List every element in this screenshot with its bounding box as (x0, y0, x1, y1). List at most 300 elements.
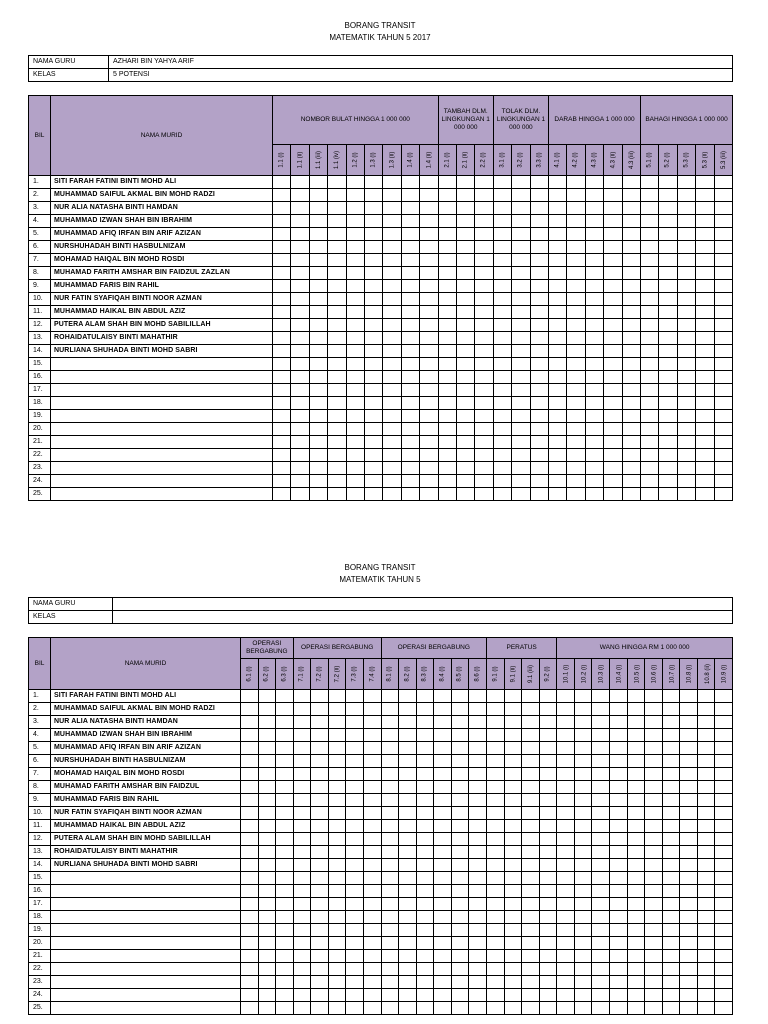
mark-cell[interactable] (512, 488, 530, 501)
mark-cell[interactable] (346, 332, 364, 345)
mark-cell[interactable] (309, 462, 327, 475)
mark-cell[interactable] (522, 989, 540, 1002)
mark-cell[interactable] (258, 807, 276, 820)
mark-cell[interactable] (416, 768, 434, 781)
mark-cell[interactable] (451, 885, 469, 898)
mark-cell[interactable] (381, 1002, 399, 1015)
mark-cell[interactable] (416, 976, 434, 989)
mark-cell[interactable] (328, 781, 346, 794)
mark-cell[interactable] (328, 397, 346, 410)
mark-cell[interactable] (567, 449, 585, 462)
mark-cell[interactable] (493, 462, 511, 475)
mark-cell[interactable] (696, 202, 714, 215)
mark-cell[interactable] (641, 384, 659, 397)
mark-cell[interactable] (276, 976, 294, 989)
mark-cell[interactable] (493, 319, 511, 332)
mark-cell[interactable] (309, 449, 327, 462)
mark-cell[interactable] (522, 807, 540, 820)
mark-cell[interactable] (585, 410, 603, 423)
mark-cell[interactable] (574, 885, 592, 898)
mark-cell[interactable] (680, 872, 698, 885)
mark-cell[interactable] (585, 423, 603, 436)
mark-cell[interactable] (328, 729, 346, 742)
mark-cell[interactable] (381, 807, 399, 820)
mark-cell[interactable] (697, 742, 715, 755)
mark-cell[interactable] (469, 846, 487, 859)
mark-cell[interactable] (309, 267, 327, 280)
mark-cell[interactable] (363, 989, 381, 1002)
mark-cell[interactable] (714, 410, 732, 423)
mark-cell[interactable] (641, 215, 659, 228)
mark-cell[interactable] (622, 267, 640, 280)
mark-cell[interactable] (311, 989, 329, 1002)
mark-cell[interactable] (522, 924, 540, 937)
mark-cell[interactable] (680, 833, 698, 846)
mark-cell[interactable] (475, 293, 493, 306)
mark-cell[interactable] (399, 716, 417, 729)
mark-cell[interactable] (530, 241, 548, 254)
mark-cell[interactable] (399, 781, 417, 794)
mark-cell[interactable] (291, 449, 309, 462)
mark-cell[interactable] (363, 1002, 381, 1015)
mark-cell[interactable] (622, 319, 640, 332)
mark-cell[interactable] (346, 703, 364, 716)
mark-cell[interactable] (512, 319, 530, 332)
mark-cell[interactable] (530, 202, 548, 215)
mark-cell[interactable] (293, 833, 311, 846)
mark-cell[interactable] (291, 228, 309, 241)
mark-cell[interactable] (592, 729, 610, 742)
mark-cell[interactable] (346, 423, 364, 436)
mark-cell[interactable] (381, 781, 399, 794)
mark-cell[interactable] (438, 358, 456, 371)
mark-cell[interactable] (659, 397, 677, 410)
mark-cell[interactable] (241, 976, 259, 989)
mark-cell[interactable] (567, 176, 585, 189)
mark-cell[interactable] (662, 846, 680, 859)
mark-cell[interactable] (512, 215, 530, 228)
mark-cell[interactable] (622, 176, 640, 189)
mark-cell[interactable] (557, 989, 575, 1002)
mark-cell[interactable] (609, 794, 627, 807)
mark-cell[interactable] (381, 963, 399, 976)
mark-cell[interactable] (293, 755, 311, 768)
mark-cell[interactable] (622, 462, 640, 475)
mark-cell[interactable] (627, 872, 645, 885)
mark-cell[interactable] (273, 397, 291, 410)
mark-cell[interactable] (715, 898, 733, 911)
mark-cell[interactable] (434, 716, 452, 729)
mark-cell[interactable] (383, 319, 401, 332)
mark-cell[interactable] (328, 716, 346, 729)
mark-cell[interactable] (645, 989, 663, 1002)
mark-cell[interactable] (451, 768, 469, 781)
mark-cell[interactable] (522, 742, 540, 755)
mark-cell[interactable] (504, 716, 522, 729)
mark-cell[interactable] (346, 228, 364, 241)
mark-cell[interactable] (641, 228, 659, 241)
mark-cell[interactable] (457, 462, 475, 475)
mark-cell[interactable] (715, 742, 733, 755)
mark-cell[interactable] (512, 189, 530, 202)
mark-cell[interactable] (416, 859, 434, 872)
mark-cell[interactable] (696, 215, 714, 228)
mark-cell[interactable] (451, 924, 469, 937)
mark-cell[interactable] (530, 358, 548, 371)
mark-cell[interactable] (363, 690, 381, 703)
mark-cell[interactable] (696, 345, 714, 358)
mark-cell[interactable] (522, 976, 540, 989)
mark-cell[interactable] (434, 924, 452, 937)
mark-cell[interactable] (258, 937, 276, 950)
mark-cell[interactable] (512, 449, 530, 462)
mark-cell[interactable] (451, 729, 469, 742)
mark-cell[interactable] (241, 703, 259, 716)
mark-cell[interactable] (346, 293, 364, 306)
mark-cell[interactable] (645, 898, 663, 911)
mark-cell[interactable] (401, 488, 419, 501)
mark-cell[interactable] (677, 436, 695, 449)
mark-cell[interactable] (328, 989, 346, 1002)
mark-cell[interactable] (585, 319, 603, 332)
mark-cell[interactable] (399, 937, 417, 950)
mark-cell[interactable] (585, 332, 603, 345)
mark-cell[interactable] (469, 690, 487, 703)
mark-cell[interactable] (311, 742, 329, 755)
mark-cell[interactable] (346, 794, 364, 807)
mark-cell[interactable] (585, 228, 603, 241)
mark-cell[interactable] (512, 384, 530, 397)
mark-cell[interactable] (309, 215, 327, 228)
mark-cell[interactable] (493, 332, 511, 345)
mark-cell[interactable] (309, 488, 327, 501)
mark-cell[interactable] (241, 898, 259, 911)
mark-cell[interactable] (311, 885, 329, 898)
mark-cell[interactable] (276, 755, 294, 768)
mark-cell[interactable] (715, 794, 733, 807)
mark-cell[interactable] (346, 950, 364, 963)
mark-cell[interactable] (645, 716, 663, 729)
mark-cell[interactable] (258, 729, 276, 742)
mark-cell[interactable] (311, 872, 329, 885)
mark-cell[interactable] (383, 293, 401, 306)
mark-cell[interactable] (622, 410, 640, 423)
mark-cell[interactable] (420, 475, 439, 488)
mark-cell[interactable] (609, 924, 627, 937)
mark-cell[interactable] (714, 449, 732, 462)
mark-cell[interactable] (451, 911, 469, 924)
mark-cell[interactable] (697, 872, 715, 885)
mark-cell[interactable] (291, 371, 309, 384)
mark-cell[interactable] (662, 742, 680, 755)
mark-cell[interactable] (662, 859, 680, 872)
mark-cell[interactable] (475, 423, 493, 436)
mark-cell[interactable] (293, 937, 311, 950)
mark-cell[interactable] (714, 423, 732, 436)
mark-cell[interactable] (604, 462, 622, 475)
mark-cell[interactable] (567, 319, 585, 332)
mark-cell[interactable] (416, 872, 434, 885)
mark-cell[interactable] (662, 781, 680, 794)
mark-cell[interactable] (622, 358, 640, 371)
mark-cell[interactable] (416, 924, 434, 937)
mark-cell[interactable] (399, 820, 417, 833)
mark-cell[interactable] (493, 254, 511, 267)
mark-cell[interactable] (574, 937, 592, 950)
mark-cell[interactable] (273, 267, 291, 280)
mark-cell[interactable] (381, 729, 399, 742)
mark-cell[interactable] (383, 215, 401, 228)
mark-cell[interactable] (420, 358, 439, 371)
mark-cell[interactable] (273, 241, 291, 254)
mark-cell[interactable] (363, 924, 381, 937)
mark-cell[interactable] (557, 755, 575, 768)
mark-cell[interactable] (328, 807, 346, 820)
mark-cell[interactable] (645, 859, 663, 872)
mark-cell[interactable] (451, 755, 469, 768)
mark-cell[interactable] (486, 963, 504, 976)
mark-cell[interactable] (662, 872, 680, 885)
mark-cell[interactable] (364, 332, 382, 345)
mark-cell[interactable] (399, 885, 417, 898)
mark-cell[interactable] (401, 384, 419, 397)
mark-cell[interactable] (364, 345, 382, 358)
mark-cell[interactable] (574, 768, 592, 781)
mark-cell[interactable] (609, 937, 627, 950)
mark-cell[interactable] (451, 989, 469, 1002)
mark-cell[interactable] (574, 859, 592, 872)
mark-cell[interactable] (522, 911, 540, 924)
mark-cell[interactable] (273, 228, 291, 241)
mark-cell[interactable] (604, 254, 622, 267)
mark-cell[interactable] (592, 755, 610, 768)
mark-cell[interactable] (585, 267, 603, 280)
mark-cell[interactable] (328, 1002, 346, 1015)
mark-cell[interactable] (434, 872, 452, 885)
mark-cell[interactable] (328, 475, 346, 488)
mark-cell[interactable] (486, 820, 504, 833)
mark-cell[interactable] (293, 716, 311, 729)
mark-cell[interactable] (438, 215, 456, 228)
mark-cell[interactable] (291, 241, 309, 254)
mark-cell[interactable] (627, 937, 645, 950)
mark-cell[interactable] (567, 371, 585, 384)
mark-cell[interactable] (645, 755, 663, 768)
mark-cell[interactable] (420, 319, 439, 332)
mark-cell[interactable] (469, 963, 487, 976)
mark-cell[interactable] (677, 176, 695, 189)
mark-cell[interactable] (438, 397, 456, 410)
mark-cell[interactable] (677, 488, 695, 501)
mark-cell[interactable] (399, 794, 417, 807)
mark-cell[interactable] (457, 397, 475, 410)
mark-cell[interactable] (273, 384, 291, 397)
mark-cell[interactable] (677, 462, 695, 475)
mark-cell[interactable] (258, 768, 276, 781)
mark-cell[interactable] (258, 872, 276, 885)
mark-cell[interactable] (486, 716, 504, 729)
mark-cell[interactable] (567, 215, 585, 228)
mark-cell[interactable] (592, 846, 610, 859)
mark-cell[interactable] (346, 449, 364, 462)
mark-cell[interactable] (346, 859, 364, 872)
mark-cell[interactable] (241, 885, 259, 898)
mark-cell[interactable] (530, 410, 548, 423)
mark-cell[interactable] (574, 898, 592, 911)
mark-cell[interactable] (585, 280, 603, 293)
mark-cell[interactable] (416, 807, 434, 820)
mark-cell[interactable] (434, 976, 452, 989)
mark-cell[interactable] (346, 742, 364, 755)
mark-cell[interactable] (276, 989, 294, 1002)
mark-cell[interactable] (291, 384, 309, 397)
mark-cell[interactable] (585, 397, 603, 410)
mark-cell[interactable] (662, 1002, 680, 1015)
mark-cell[interactable] (512, 228, 530, 241)
mark-cell[interactable] (567, 202, 585, 215)
mark-cell[interactable] (401, 215, 419, 228)
mark-cell[interactable] (585, 358, 603, 371)
mark-cell[interactable] (522, 963, 540, 976)
mark-cell[interactable] (662, 807, 680, 820)
mark-cell[interactable] (539, 911, 557, 924)
mark-cell[interactable] (399, 833, 417, 846)
mark-cell[interactable] (604, 189, 622, 202)
mark-cell[interactable] (609, 898, 627, 911)
mark-cell[interactable] (486, 755, 504, 768)
mark-cell[interactable] (574, 690, 592, 703)
mark-cell[interactable] (241, 989, 259, 1002)
mark-cell[interactable] (622, 280, 640, 293)
mark-cell[interactable] (486, 1002, 504, 1015)
mark-cell[interactable] (311, 963, 329, 976)
mark-cell[interactable] (364, 436, 382, 449)
mark-cell[interactable] (457, 306, 475, 319)
mark-cell[interactable] (311, 755, 329, 768)
mark-cell[interactable] (622, 384, 640, 397)
mark-cell[interactable] (539, 1002, 557, 1015)
mark-cell[interactable] (557, 703, 575, 716)
mark-cell[interactable] (475, 475, 493, 488)
mark-cell[interactable] (609, 950, 627, 963)
mark-cell[interactable] (680, 1002, 698, 1015)
mark-cell[interactable] (662, 989, 680, 1002)
mark-cell[interactable] (641, 176, 659, 189)
mark-cell[interactable] (622, 371, 640, 384)
mark-cell[interactable] (609, 872, 627, 885)
mark-cell[interactable] (714, 189, 732, 202)
mark-cell[interactable] (475, 371, 493, 384)
mark-cell[interactable] (311, 976, 329, 989)
mark-cell[interactable] (627, 729, 645, 742)
mark-cell[interactable] (714, 436, 732, 449)
mark-cell[interactable] (512, 267, 530, 280)
mark-cell[interactable] (659, 319, 677, 332)
mark-cell[interactable] (622, 397, 640, 410)
mark-cell[interactable] (276, 963, 294, 976)
mark-cell[interactable] (714, 345, 732, 358)
mark-cell[interactable] (662, 976, 680, 989)
mark-cell[interactable] (493, 241, 511, 254)
mark-cell[interactable] (539, 859, 557, 872)
mark-cell[interactable] (401, 423, 419, 436)
mark-cell[interactable] (645, 833, 663, 846)
mark-cell[interactable] (539, 794, 557, 807)
mark-cell[interactable] (697, 924, 715, 937)
mark-cell[interactable] (592, 963, 610, 976)
mark-cell[interactable] (662, 937, 680, 950)
mark-cell[interactable] (291, 488, 309, 501)
mark-cell[interactable] (258, 963, 276, 976)
mark-cell[interactable] (241, 846, 259, 859)
mark-cell[interactable] (383, 462, 401, 475)
mark-cell[interactable] (696, 397, 714, 410)
mark-cell[interactable] (346, 729, 364, 742)
mark-cell[interactable] (451, 807, 469, 820)
mark-cell[interactable] (493, 306, 511, 319)
mark-cell[interactable] (697, 963, 715, 976)
mark-cell[interactable] (416, 989, 434, 1002)
mark-cell[interactable] (293, 1002, 311, 1015)
mark-cell[interactable] (574, 820, 592, 833)
mark-cell[interactable] (241, 963, 259, 976)
mark-cell[interactable] (291, 215, 309, 228)
mark-cell[interactable] (364, 228, 382, 241)
mark-cell[interactable] (438, 488, 456, 501)
mark-cell[interactable] (557, 794, 575, 807)
mark-cell[interactable] (592, 976, 610, 989)
mark-cell[interactable] (697, 729, 715, 742)
mark-cell[interactable] (522, 872, 540, 885)
mark-cell[interactable] (434, 950, 452, 963)
mark-cell[interactable] (512, 371, 530, 384)
mark-cell[interactable] (696, 475, 714, 488)
mark-cell[interactable] (383, 241, 401, 254)
mark-cell[interactable] (512, 332, 530, 345)
mark-cell[interactable] (696, 488, 714, 501)
mark-cell[interactable] (420, 176, 439, 189)
mark-cell[interactable] (641, 345, 659, 358)
mark-cell[interactable] (399, 898, 417, 911)
mark-cell[interactable] (328, 293, 346, 306)
mark-cell[interactable] (457, 293, 475, 306)
mark-cell[interactable] (696, 267, 714, 280)
mark-cell[interactable] (557, 820, 575, 833)
mark-cell[interactable] (383, 254, 401, 267)
mark-cell[interactable] (530, 436, 548, 449)
mark-cell[interactable] (662, 911, 680, 924)
mark-cell[interactable] (697, 768, 715, 781)
mark-cell[interactable] (567, 397, 585, 410)
mark-cell[interactable] (434, 898, 452, 911)
mark-cell[interactable] (592, 742, 610, 755)
mark-cell[interactable] (530, 267, 548, 280)
mark-cell[interactable] (291, 332, 309, 345)
mark-cell[interactable] (383, 306, 401, 319)
mark-cell[interactable] (696, 176, 714, 189)
mark-cell[interactable] (346, 716, 364, 729)
mark-cell[interactable] (457, 384, 475, 397)
mark-cell[interactable] (592, 690, 610, 703)
mark-cell[interactable] (680, 703, 698, 716)
mark-cell[interactable] (346, 885, 364, 898)
mark-cell[interactable] (697, 820, 715, 833)
mark-cell[interactable] (677, 475, 695, 488)
mark-cell[interactable] (381, 690, 399, 703)
mark-cell[interactable] (627, 833, 645, 846)
mark-cell[interactable] (363, 703, 381, 716)
mark-cell[interactable] (475, 202, 493, 215)
